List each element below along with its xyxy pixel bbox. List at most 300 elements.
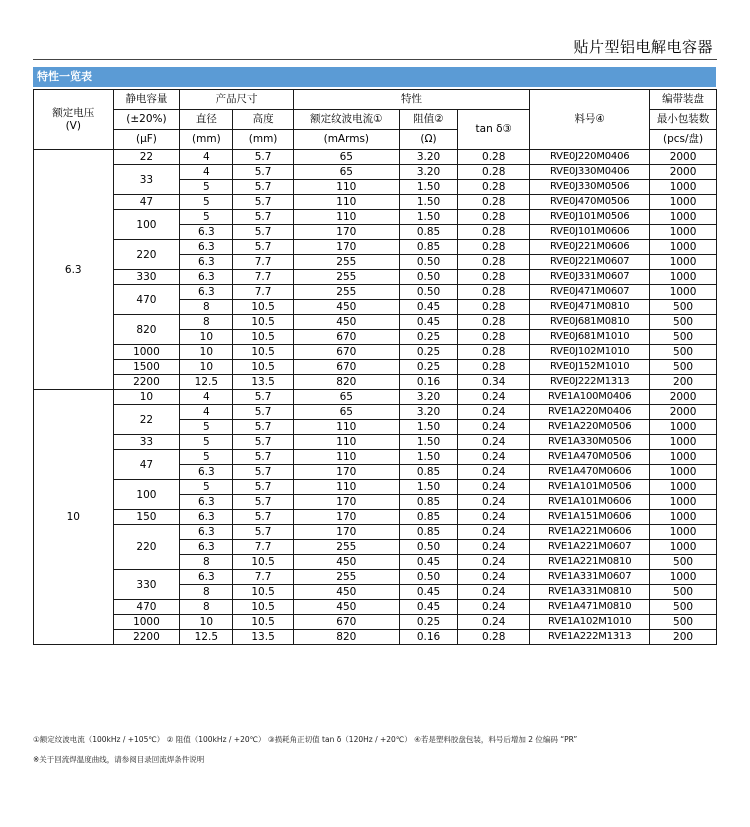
cell-part-number: RVE0J220M0406 bbox=[530, 150, 650, 165]
cell-impedance: 0.85 bbox=[399, 510, 457, 525]
cell-part-number: RVE1A222M1313 bbox=[530, 630, 650, 645]
cell-ripple-current: 110 bbox=[293, 180, 399, 195]
cell-ripple-current: 110 bbox=[293, 435, 399, 450]
cell-tan-delta: 0.24 bbox=[458, 525, 530, 540]
cell-min-pack: 500 bbox=[650, 600, 717, 615]
cell-capacitance: 330 bbox=[113, 270, 180, 285]
cell-tan-delta: 0.24 bbox=[458, 555, 530, 570]
cell-height: 7.7 bbox=[233, 570, 293, 585]
cell-min-pack: 1000 bbox=[650, 180, 717, 195]
cell-ripple-current: 170 bbox=[293, 510, 399, 525]
header-ripple-unit: (mArms) bbox=[293, 130, 399, 150]
cell-ripple-current: 450 bbox=[293, 600, 399, 615]
header-packaging-group: 编带装盘 bbox=[650, 90, 717, 110]
cell-part-number: RVE1A471M0810 bbox=[530, 600, 650, 615]
cell-tan-delta: 0.28 bbox=[458, 360, 530, 375]
cell-rated-voltage: 10 bbox=[34, 390, 114, 645]
cell-part-number: RVE0J330M0406 bbox=[530, 165, 650, 180]
cell-impedance: 0.85 bbox=[399, 225, 457, 240]
cell-part-number: RVE0J470M0506 bbox=[530, 195, 650, 210]
table-row bbox=[34, 165, 717, 180]
cell-impedance: 0.45 bbox=[399, 300, 457, 315]
cell-diameter: 10 bbox=[180, 330, 233, 345]
cell-ripple-current: 450 bbox=[293, 315, 399, 330]
cell-part-number: RVE1A151M0606 bbox=[530, 510, 650, 525]
cell-diameter: 10 bbox=[180, 345, 233, 360]
cell-diameter: 5 bbox=[180, 450, 233, 465]
cell-ripple-current: 170 bbox=[293, 465, 399, 480]
cell-part-number: RVE1A220M0406 bbox=[530, 405, 650, 420]
cell-capacitance: 100 bbox=[113, 210, 180, 240]
cell-min-pack: 1000 bbox=[650, 255, 717, 270]
cell-height: 5.7 bbox=[233, 405, 293, 420]
cell-diameter: 10 bbox=[180, 615, 233, 630]
cell-height: 5.7 bbox=[233, 450, 293, 465]
cell-impedance: 0.50 bbox=[399, 285, 457, 300]
cell-diameter: 4 bbox=[180, 150, 233, 165]
cell-height: 5.7 bbox=[233, 495, 293, 510]
cell-diameter: 4 bbox=[180, 405, 233, 420]
cell-height: 5.7 bbox=[233, 180, 293, 195]
table-row bbox=[34, 375, 717, 390]
cell-ripple-current: 820 bbox=[293, 375, 399, 390]
cell-impedance: 0.50 bbox=[399, 270, 457, 285]
cell-diameter: 6.3 bbox=[180, 270, 233, 285]
cell-impedance: 0.50 bbox=[399, 570, 457, 585]
cell-min-pack: 1000 bbox=[650, 540, 717, 555]
cell-ripple-current: 65 bbox=[293, 405, 399, 420]
cell-part-number: RVE0J102M1010 bbox=[530, 345, 650, 360]
cell-tan-delta: 0.24 bbox=[458, 570, 530, 585]
cell-ripple-current: 170 bbox=[293, 525, 399, 540]
header-pack-unit: (pcs/盘) bbox=[650, 130, 717, 150]
cell-height: 5.7 bbox=[233, 390, 293, 405]
cell-diameter: 8 bbox=[180, 555, 233, 570]
header-min-pack: 最小包装数 bbox=[650, 110, 717, 130]
cell-ripple-current: 255 bbox=[293, 285, 399, 300]
characteristics-table bbox=[33, 89, 717, 645]
cell-capacitance: 33 bbox=[113, 435, 180, 450]
cell-height: 5.7 bbox=[233, 165, 293, 180]
cell-ripple-current: 670 bbox=[293, 360, 399, 375]
cell-part-number: RVE1A330M0506 bbox=[530, 435, 650, 450]
cell-ripple-current: 670 bbox=[293, 615, 399, 630]
cell-tan-delta: 0.24 bbox=[458, 585, 530, 600]
cell-capacitance: 220 bbox=[113, 525, 180, 570]
cell-capacitance: 22 bbox=[113, 405, 180, 435]
cell-min-pack: 200 bbox=[650, 375, 717, 390]
cell-tan-delta: 0.24 bbox=[458, 495, 530, 510]
cell-height: 10.5 bbox=[233, 330, 293, 345]
cell-min-pack: 500 bbox=[650, 330, 717, 345]
cell-min-pack: 1000 bbox=[650, 240, 717, 255]
cell-part-number: RVE0J152M1010 bbox=[530, 360, 650, 375]
cell-capacitance: 1000 bbox=[113, 615, 180, 630]
cell-min-pack: 500 bbox=[650, 555, 717, 570]
cell-impedance: 1.50 bbox=[399, 450, 457, 465]
cell-part-number: RVE1A221M0810 bbox=[530, 555, 650, 570]
table-row bbox=[34, 150, 717, 165]
cell-capacitance: 330 bbox=[113, 570, 180, 600]
cell-tan-delta: 0.28 bbox=[458, 255, 530, 270]
header-size-group: 产品尺寸 bbox=[180, 90, 293, 110]
header-diameter-unit: (mm) bbox=[180, 130, 233, 150]
cell-min-pack: 2000 bbox=[650, 165, 717, 180]
cell-impedance: 0.45 bbox=[399, 600, 457, 615]
table-row bbox=[34, 345, 717, 360]
cell-capacitance: 1500 bbox=[113, 360, 180, 375]
cell-capacitance: 150 bbox=[113, 510, 180, 525]
cell-height: 7.7 bbox=[233, 255, 293, 270]
header-characteristics-group: 特性 bbox=[293, 90, 530, 110]
footnote-conditions: ①额定纹波电流（100kHz / +105℃） ② 阻值（100kHz / +20℃） ③损耗角正切值 tan δ（120Hz / +20℃） ④若是塑料胶盘包装，料号后增加 2 位编码 “PR” bbox=[33, 735, 578, 744]
cell-ripple-current: 450 bbox=[293, 555, 399, 570]
header-height-unit: (mm) bbox=[233, 130, 293, 150]
page-title: 贴片型铝电解电容器 bbox=[573, 38, 713, 56]
cell-impedance: 3.20 bbox=[399, 390, 457, 405]
cell-min-pack: 2000 bbox=[650, 405, 717, 420]
cell-tan-delta: 0.28 bbox=[458, 315, 530, 330]
cell-tan-delta: 0.24 bbox=[458, 465, 530, 480]
cell-part-number: RVE1A221M0607 bbox=[530, 540, 650, 555]
cell-part-number: RVE1A470M0606 bbox=[530, 465, 650, 480]
cell-min-pack: 1000 bbox=[650, 210, 717, 225]
cell-ripple-current: 255 bbox=[293, 540, 399, 555]
cell-part-number: RVE1A331M0810 bbox=[530, 585, 650, 600]
cell-tan-delta: 0.28 bbox=[458, 300, 530, 315]
cell-min-pack: 1000 bbox=[650, 285, 717, 300]
table-row bbox=[34, 195, 717, 210]
cell-diameter: 12.5 bbox=[180, 630, 233, 645]
cell-ripple-current: 65 bbox=[293, 390, 399, 405]
cell-diameter: 6.3 bbox=[180, 525, 233, 540]
header-capacitance-tolerance: (±20%) bbox=[113, 110, 180, 130]
cell-diameter: 6.3 bbox=[180, 285, 233, 300]
cell-part-number: RVE1A102M1010 bbox=[530, 615, 650, 630]
cell-tan-delta: 0.28 bbox=[458, 225, 530, 240]
header-impedance-unit: (Ω) bbox=[399, 130, 457, 150]
cell-part-number: RVE0J101M0606 bbox=[530, 225, 650, 240]
cell-part-number: RVE0J330M0506 bbox=[530, 180, 650, 195]
cell-min-pack: 500 bbox=[650, 315, 717, 330]
cell-diameter: 5 bbox=[180, 435, 233, 450]
cell-ripple-current: 670 bbox=[293, 330, 399, 345]
footnote-reflow: ※关于回流焊温度曲线，请参阅目录回流焊条件说明 bbox=[33, 755, 205, 764]
table-row bbox=[34, 570, 717, 585]
cell-tan-delta: 0.24 bbox=[458, 510, 530, 525]
cell-impedance: 0.85 bbox=[399, 240, 457, 255]
title-divider bbox=[33, 59, 717, 60]
cell-min-pack: 1000 bbox=[650, 195, 717, 210]
cell-tan-delta: 0.24 bbox=[458, 435, 530, 450]
cell-part-number: RVE0J222M1313 bbox=[530, 375, 650, 390]
cell-impedance: 0.25 bbox=[399, 360, 457, 375]
header-tan-delta: tan δ③ bbox=[458, 110, 530, 150]
cell-part-number: RVE0J101M0506 bbox=[530, 210, 650, 225]
cell-capacitance: 10 bbox=[113, 390, 180, 405]
cell-impedance: 0.25 bbox=[399, 345, 457, 360]
cell-diameter: 5 bbox=[180, 195, 233, 210]
cell-height: 10.5 bbox=[233, 615, 293, 630]
header-capacitance-unit: (μF) bbox=[113, 130, 180, 150]
cell-min-pack: 500 bbox=[650, 615, 717, 630]
cell-part-number: RVE1A220M0506 bbox=[530, 420, 650, 435]
table-row bbox=[34, 390, 717, 405]
cell-capacitance: 470 bbox=[113, 285, 180, 315]
header-capacitance: 静电容量 bbox=[113, 90, 180, 110]
cell-ripple-current: 255 bbox=[293, 270, 399, 285]
cell-impedance: 0.45 bbox=[399, 555, 457, 570]
cell-diameter: 5 bbox=[180, 420, 233, 435]
cell-capacitance: 470 bbox=[113, 600, 180, 615]
cell-tan-delta: 0.28 bbox=[458, 165, 530, 180]
cell-capacitance: 100 bbox=[113, 480, 180, 510]
cell-impedance: 0.16 bbox=[399, 375, 457, 390]
cell-height: 5.7 bbox=[233, 210, 293, 225]
cell-capacitance: 47 bbox=[113, 195, 180, 210]
cell-min-pack: 1000 bbox=[650, 495, 717, 510]
cell-tan-delta: 0.24 bbox=[458, 450, 530, 465]
cell-min-pack: 1000 bbox=[650, 270, 717, 285]
cell-height: 7.7 bbox=[233, 285, 293, 300]
cell-height: 5.7 bbox=[233, 420, 293, 435]
cell-height: 10.5 bbox=[233, 360, 293, 375]
cell-height: 10.5 bbox=[233, 600, 293, 615]
cell-tan-delta: 0.28 bbox=[458, 330, 530, 345]
cell-height: 5.7 bbox=[233, 480, 293, 495]
cell-tan-delta: 0.24 bbox=[458, 540, 530, 555]
cell-height: 10.5 bbox=[233, 555, 293, 570]
cell-impedance: 1.50 bbox=[399, 480, 457, 495]
cell-diameter: 8 bbox=[180, 315, 233, 330]
cell-height: 10.5 bbox=[233, 345, 293, 360]
cell-tan-delta: 0.24 bbox=[458, 615, 530, 630]
cell-ripple-current: 110 bbox=[293, 450, 399, 465]
cell-min-pack: 1000 bbox=[650, 435, 717, 450]
cell-part-number: RVE1A100M0406 bbox=[530, 390, 650, 405]
cell-part-number: RVE1A101M0506 bbox=[530, 480, 650, 495]
cell-tan-delta: 0.28 bbox=[458, 270, 530, 285]
table-row bbox=[34, 450, 717, 465]
table-row bbox=[34, 600, 717, 615]
cell-impedance: 0.45 bbox=[399, 585, 457, 600]
cell-tan-delta: 0.28 bbox=[458, 345, 530, 360]
cell-diameter: 6.3 bbox=[180, 255, 233, 270]
cell-diameter: 5 bbox=[180, 180, 233, 195]
cell-tan-delta: 0.24 bbox=[458, 405, 530, 420]
cell-ripple-current: 65 bbox=[293, 165, 399, 180]
cell-diameter: 6.3 bbox=[180, 510, 233, 525]
table-row bbox=[34, 405, 717, 420]
header-ripple-current: 额定纹波电流① bbox=[293, 110, 399, 130]
table-row bbox=[34, 630, 717, 645]
cell-min-pack: 500 bbox=[650, 345, 717, 360]
cell-tan-delta: 0.34 bbox=[458, 375, 530, 390]
header-diameter: 直径 bbox=[180, 110, 233, 130]
cell-ripple-current: 110 bbox=[293, 210, 399, 225]
cell-tan-delta: 0.24 bbox=[458, 600, 530, 615]
cell-tan-delta: 0.28 bbox=[458, 630, 530, 645]
cell-impedance: 0.25 bbox=[399, 615, 457, 630]
cell-part-number: RVE1A221M0606 bbox=[530, 525, 650, 540]
cell-capacitance: 33 bbox=[113, 165, 180, 195]
table-row bbox=[34, 435, 717, 450]
table-row bbox=[34, 240, 717, 255]
cell-ripple-current: 450 bbox=[293, 300, 399, 315]
cell-height: 5.7 bbox=[233, 225, 293, 240]
cell-impedance: 0.50 bbox=[399, 255, 457, 270]
cell-diameter: 12.5 bbox=[180, 375, 233, 390]
cell-height: 5.7 bbox=[233, 195, 293, 210]
cell-height: 13.5 bbox=[233, 375, 293, 390]
cell-ripple-current: 170 bbox=[293, 240, 399, 255]
cell-part-number: RVE0J471M0607 bbox=[530, 285, 650, 300]
section-title: 特性一览表 bbox=[33, 67, 716, 87]
cell-part-number: RVE1A101M0606 bbox=[530, 495, 650, 510]
cell-min-pack: 500 bbox=[650, 360, 717, 375]
cell-capacitance: 220 bbox=[113, 240, 180, 270]
cell-part-number: RVE0J681M0810 bbox=[530, 315, 650, 330]
cell-tan-delta: 0.28 bbox=[458, 150, 530, 165]
table-row bbox=[34, 525, 717, 540]
header-part-number: 料号④ bbox=[530, 90, 650, 150]
cell-diameter: 6.3 bbox=[180, 570, 233, 585]
table-body bbox=[34, 150, 717, 645]
cell-tan-delta: 0.24 bbox=[458, 480, 530, 495]
cell-capacitance: 47 bbox=[113, 450, 180, 480]
cell-impedance: 0.85 bbox=[399, 465, 457, 480]
table-row bbox=[34, 615, 717, 630]
table-row bbox=[34, 285, 717, 300]
table-row bbox=[34, 270, 717, 285]
table-row bbox=[34, 480, 717, 495]
table-row bbox=[34, 510, 717, 525]
cell-ripple-current: 170 bbox=[293, 225, 399, 240]
cell-impedance: 0.85 bbox=[399, 495, 457, 510]
header-voltage: 额定电压 (V) bbox=[34, 90, 114, 150]
cell-height: 7.7 bbox=[233, 540, 293, 555]
cell-diameter: 10 bbox=[180, 360, 233, 375]
cell-height: 5.7 bbox=[233, 240, 293, 255]
cell-min-pack: 1000 bbox=[650, 465, 717, 480]
cell-ripple-current: 450 bbox=[293, 585, 399, 600]
cell-rated-voltage: 6.3 bbox=[34, 150, 114, 390]
cell-min-pack: 2000 bbox=[650, 150, 717, 165]
cell-capacitance: 820 bbox=[113, 315, 180, 345]
cell-min-pack: 500 bbox=[650, 585, 717, 600]
cell-diameter: 6.3 bbox=[180, 495, 233, 510]
cell-tan-delta: 0.28 bbox=[458, 180, 530, 195]
cell-height: 10.5 bbox=[233, 315, 293, 330]
cell-ripple-current: 110 bbox=[293, 480, 399, 495]
cell-min-pack: 1000 bbox=[650, 225, 717, 240]
cell-ripple-current: 110 bbox=[293, 420, 399, 435]
cell-min-pack: 1000 bbox=[650, 480, 717, 495]
cell-part-number: RVE1A331M0607 bbox=[530, 570, 650, 585]
cell-ripple-current: 670 bbox=[293, 345, 399, 360]
table-header bbox=[34, 90, 717, 150]
cell-diameter: 6.3 bbox=[180, 225, 233, 240]
cell-tan-delta: 0.28 bbox=[458, 285, 530, 300]
cell-diameter: 4 bbox=[180, 390, 233, 405]
cell-impedance: 1.50 bbox=[399, 210, 457, 225]
cell-height: 5.7 bbox=[233, 525, 293, 540]
cell-diameter: 4 bbox=[180, 165, 233, 180]
cell-impedance: 3.20 bbox=[399, 150, 457, 165]
cell-capacitance: 2200 bbox=[113, 375, 180, 390]
cell-ripple-current: 255 bbox=[293, 255, 399, 270]
table-row bbox=[34, 210, 717, 225]
cell-min-pack: 1000 bbox=[650, 420, 717, 435]
cell-diameter: 6.3 bbox=[180, 540, 233, 555]
cell-impedance: 1.50 bbox=[399, 420, 457, 435]
cell-diameter: 5 bbox=[180, 480, 233, 495]
cell-min-pack: 200 bbox=[650, 630, 717, 645]
cell-min-pack: 2000 bbox=[650, 390, 717, 405]
cell-diameter: 6.3 bbox=[180, 465, 233, 480]
cell-impedance: 0.85 bbox=[399, 525, 457, 540]
cell-impedance: 0.25 bbox=[399, 330, 457, 345]
cell-ripple-current: 820 bbox=[293, 630, 399, 645]
cell-diameter: 5 bbox=[180, 210, 233, 225]
cell-height: 5.7 bbox=[233, 510, 293, 525]
cell-diameter: 8 bbox=[180, 600, 233, 615]
cell-impedance: 3.20 bbox=[399, 405, 457, 420]
cell-height: 7.7 bbox=[233, 270, 293, 285]
cell-impedance: 1.50 bbox=[399, 195, 457, 210]
cell-height: 10.5 bbox=[233, 585, 293, 600]
cell-ripple-current: 255 bbox=[293, 570, 399, 585]
header-height: 高度 bbox=[233, 110, 293, 130]
cell-tan-delta: 0.28 bbox=[458, 195, 530, 210]
cell-height: 5.7 bbox=[233, 435, 293, 450]
cell-diameter: 6.3 bbox=[180, 240, 233, 255]
cell-height: 13.5 bbox=[233, 630, 293, 645]
cell-tan-delta: 0.24 bbox=[458, 420, 530, 435]
cell-capacitance: 22 bbox=[113, 150, 180, 165]
cell-capacitance: 1000 bbox=[113, 345, 180, 360]
cell-height: 5.7 bbox=[233, 465, 293, 480]
cell-part-number: RVE1A470M0506 bbox=[530, 450, 650, 465]
cell-part-number: RVE0J221M0606 bbox=[530, 240, 650, 255]
cell-impedance: 1.50 bbox=[399, 435, 457, 450]
cell-min-pack: 1000 bbox=[650, 525, 717, 540]
table-row bbox=[34, 360, 717, 375]
cell-min-pack: 1000 bbox=[650, 510, 717, 525]
cell-impedance: 3.20 bbox=[399, 165, 457, 180]
cell-tan-delta: 0.28 bbox=[458, 240, 530, 255]
table-row bbox=[34, 315, 717, 330]
cell-min-pack: 500 bbox=[650, 300, 717, 315]
cell-part-number: RVE0J681M1010 bbox=[530, 330, 650, 345]
cell-tan-delta: 0.28 bbox=[458, 210, 530, 225]
cell-min-pack: 1000 bbox=[650, 450, 717, 465]
cell-part-number: RVE0J221M0607 bbox=[530, 255, 650, 270]
cell-capacitance: 2200 bbox=[113, 630, 180, 645]
cell-impedance: 0.16 bbox=[399, 630, 457, 645]
cell-impedance: 1.50 bbox=[399, 180, 457, 195]
cell-impedance: 0.50 bbox=[399, 540, 457, 555]
cell-part-number: RVE0J331M0607 bbox=[530, 270, 650, 285]
cell-ripple-current: 110 bbox=[293, 195, 399, 210]
cell-diameter: 8 bbox=[180, 300, 233, 315]
cell-ripple-current: 170 bbox=[293, 495, 399, 510]
cell-tan-delta: 0.24 bbox=[458, 390, 530, 405]
cell-min-pack: 1000 bbox=[650, 570, 717, 585]
cell-height: 10.5 bbox=[233, 300, 293, 315]
header-impedance: 阻值② bbox=[399, 110, 457, 130]
cell-part-number: RVE0J471M0810 bbox=[530, 300, 650, 315]
